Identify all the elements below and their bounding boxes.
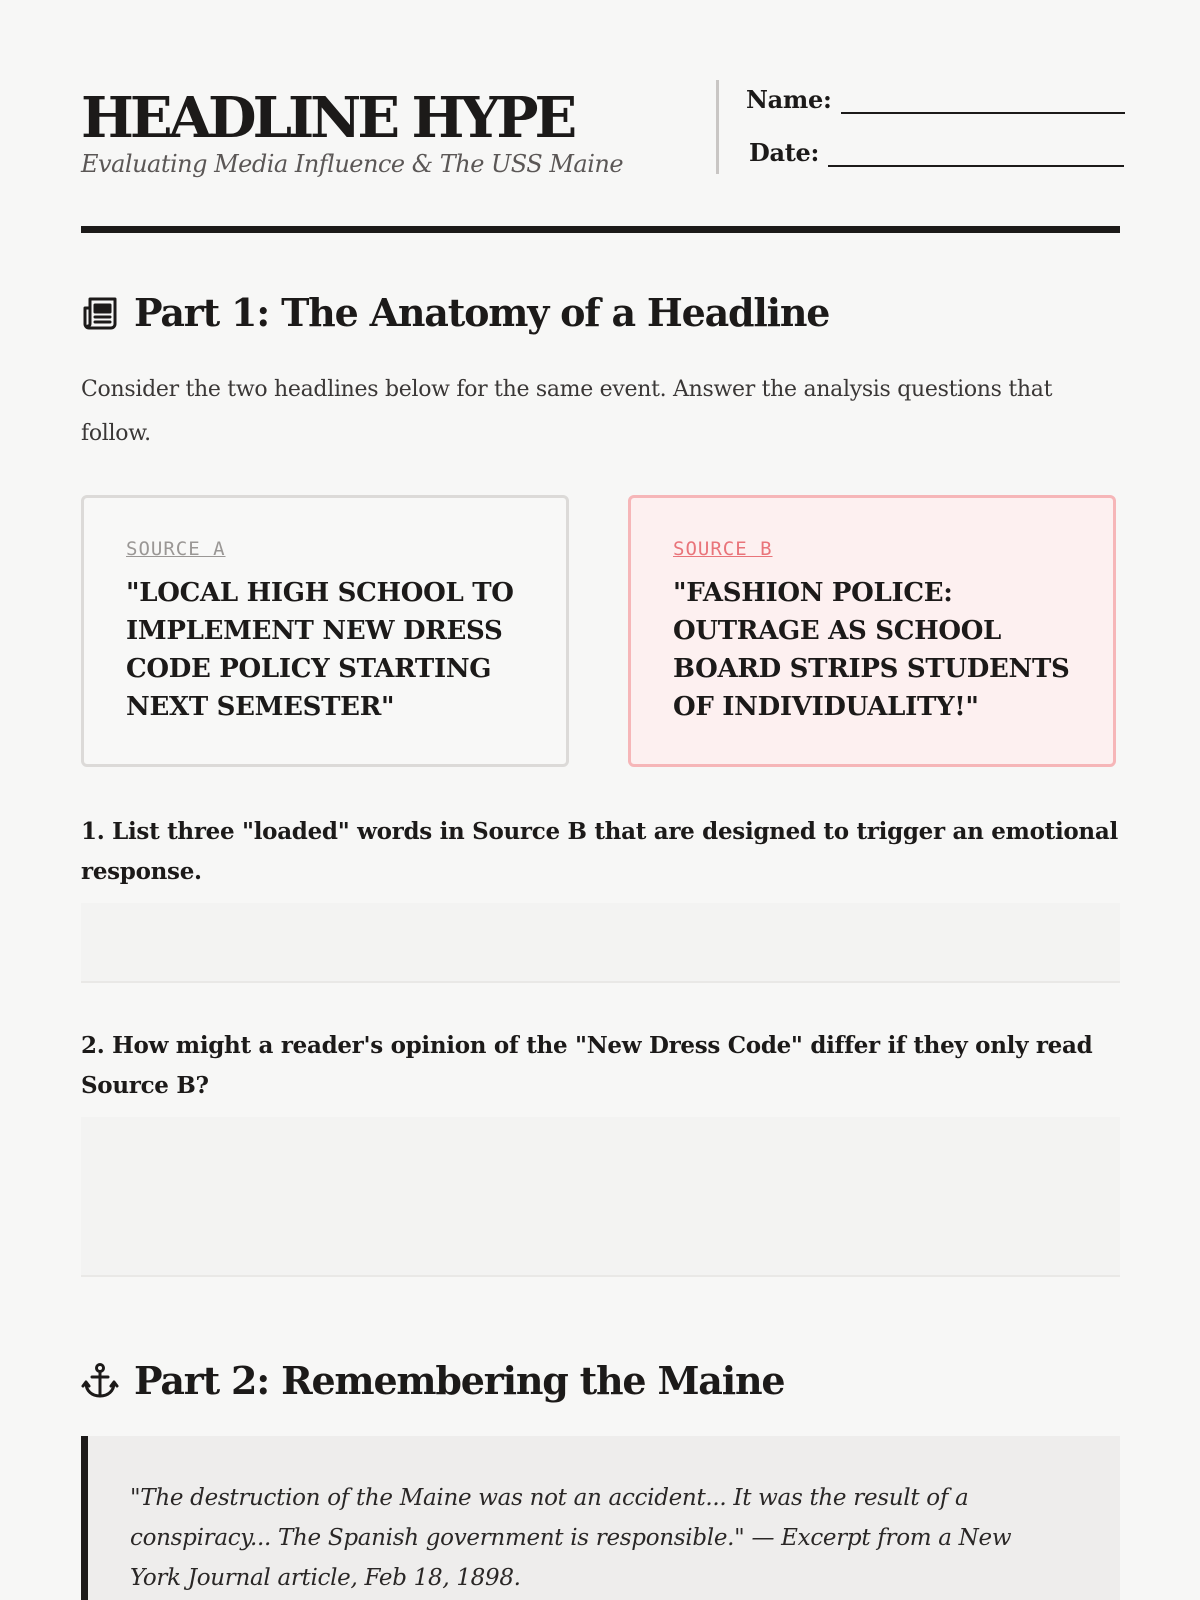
answer-box-2[interactable] xyxy=(81,1117,1120,1277)
date-field[interactable] xyxy=(749,137,1124,167)
part1-heading-text: Part 1: The Anatomy of a Headline xyxy=(134,290,830,335)
historical-quote: "The destruction of the Maine was not an accident... It was the result of a conspiracy... The Spanish government is responsible." — Excerpt from a New York Journal article, Feb 18, 1898. xyxy=(81,1436,1120,1600)
question-1: 1. List three "loaded" words in Source B that are designed to trigger an emotional response. xyxy=(81,818,1118,885)
source-b-card xyxy=(628,495,1116,767)
source-b-label: SOURCE B xyxy=(673,538,773,560)
part2-heading xyxy=(81,1358,784,1403)
header-divider xyxy=(716,80,719,174)
worksheet-title: HEADLINE HYPE xyxy=(81,85,574,151)
worksheet-subtitle: Evaluating Media Influence & The USS Maine xyxy=(81,150,624,178)
part2-heading-text: Part 2: Remembering the Maine xyxy=(134,1358,785,1403)
source-a-label: SOURCE A xyxy=(126,538,226,560)
date-label: Date: xyxy=(749,138,820,167)
anchor-icon xyxy=(81,1362,119,1400)
part1-heading xyxy=(81,290,829,335)
answer-box-1[interactable] xyxy=(81,903,1120,983)
source-a-headline: "LOCAL HIGH SCHOOL TO IMPLEMENT NEW DRESS CODE POLICY STARTING NEXT SEMESTER" xyxy=(126,578,514,722)
name-field[interactable] xyxy=(746,84,1125,114)
question-2: 2. How might a reader's opinion of the "New Dress Code" differ if they only read Source B? xyxy=(81,1032,1093,1099)
part1-intro: Consider the two headlines below for the same event. Answer the analysis questions that follow. xyxy=(81,377,1053,446)
source-b-headline: "FASHION POLICE: OUTRAGE AS SCHOOL BOARD STRIPS STUDENTS OF INDIVIDUALITY!" xyxy=(673,578,1070,722)
name-label: Name: xyxy=(746,85,832,114)
date-blank-line[interactable] xyxy=(828,137,1124,167)
source-a-card xyxy=(81,495,569,767)
header-rule xyxy=(81,226,1120,233)
name-blank-line[interactable] xyxy=(841,84,1125,114)
newspaper-icon xyxy=(81,294,119,332)
